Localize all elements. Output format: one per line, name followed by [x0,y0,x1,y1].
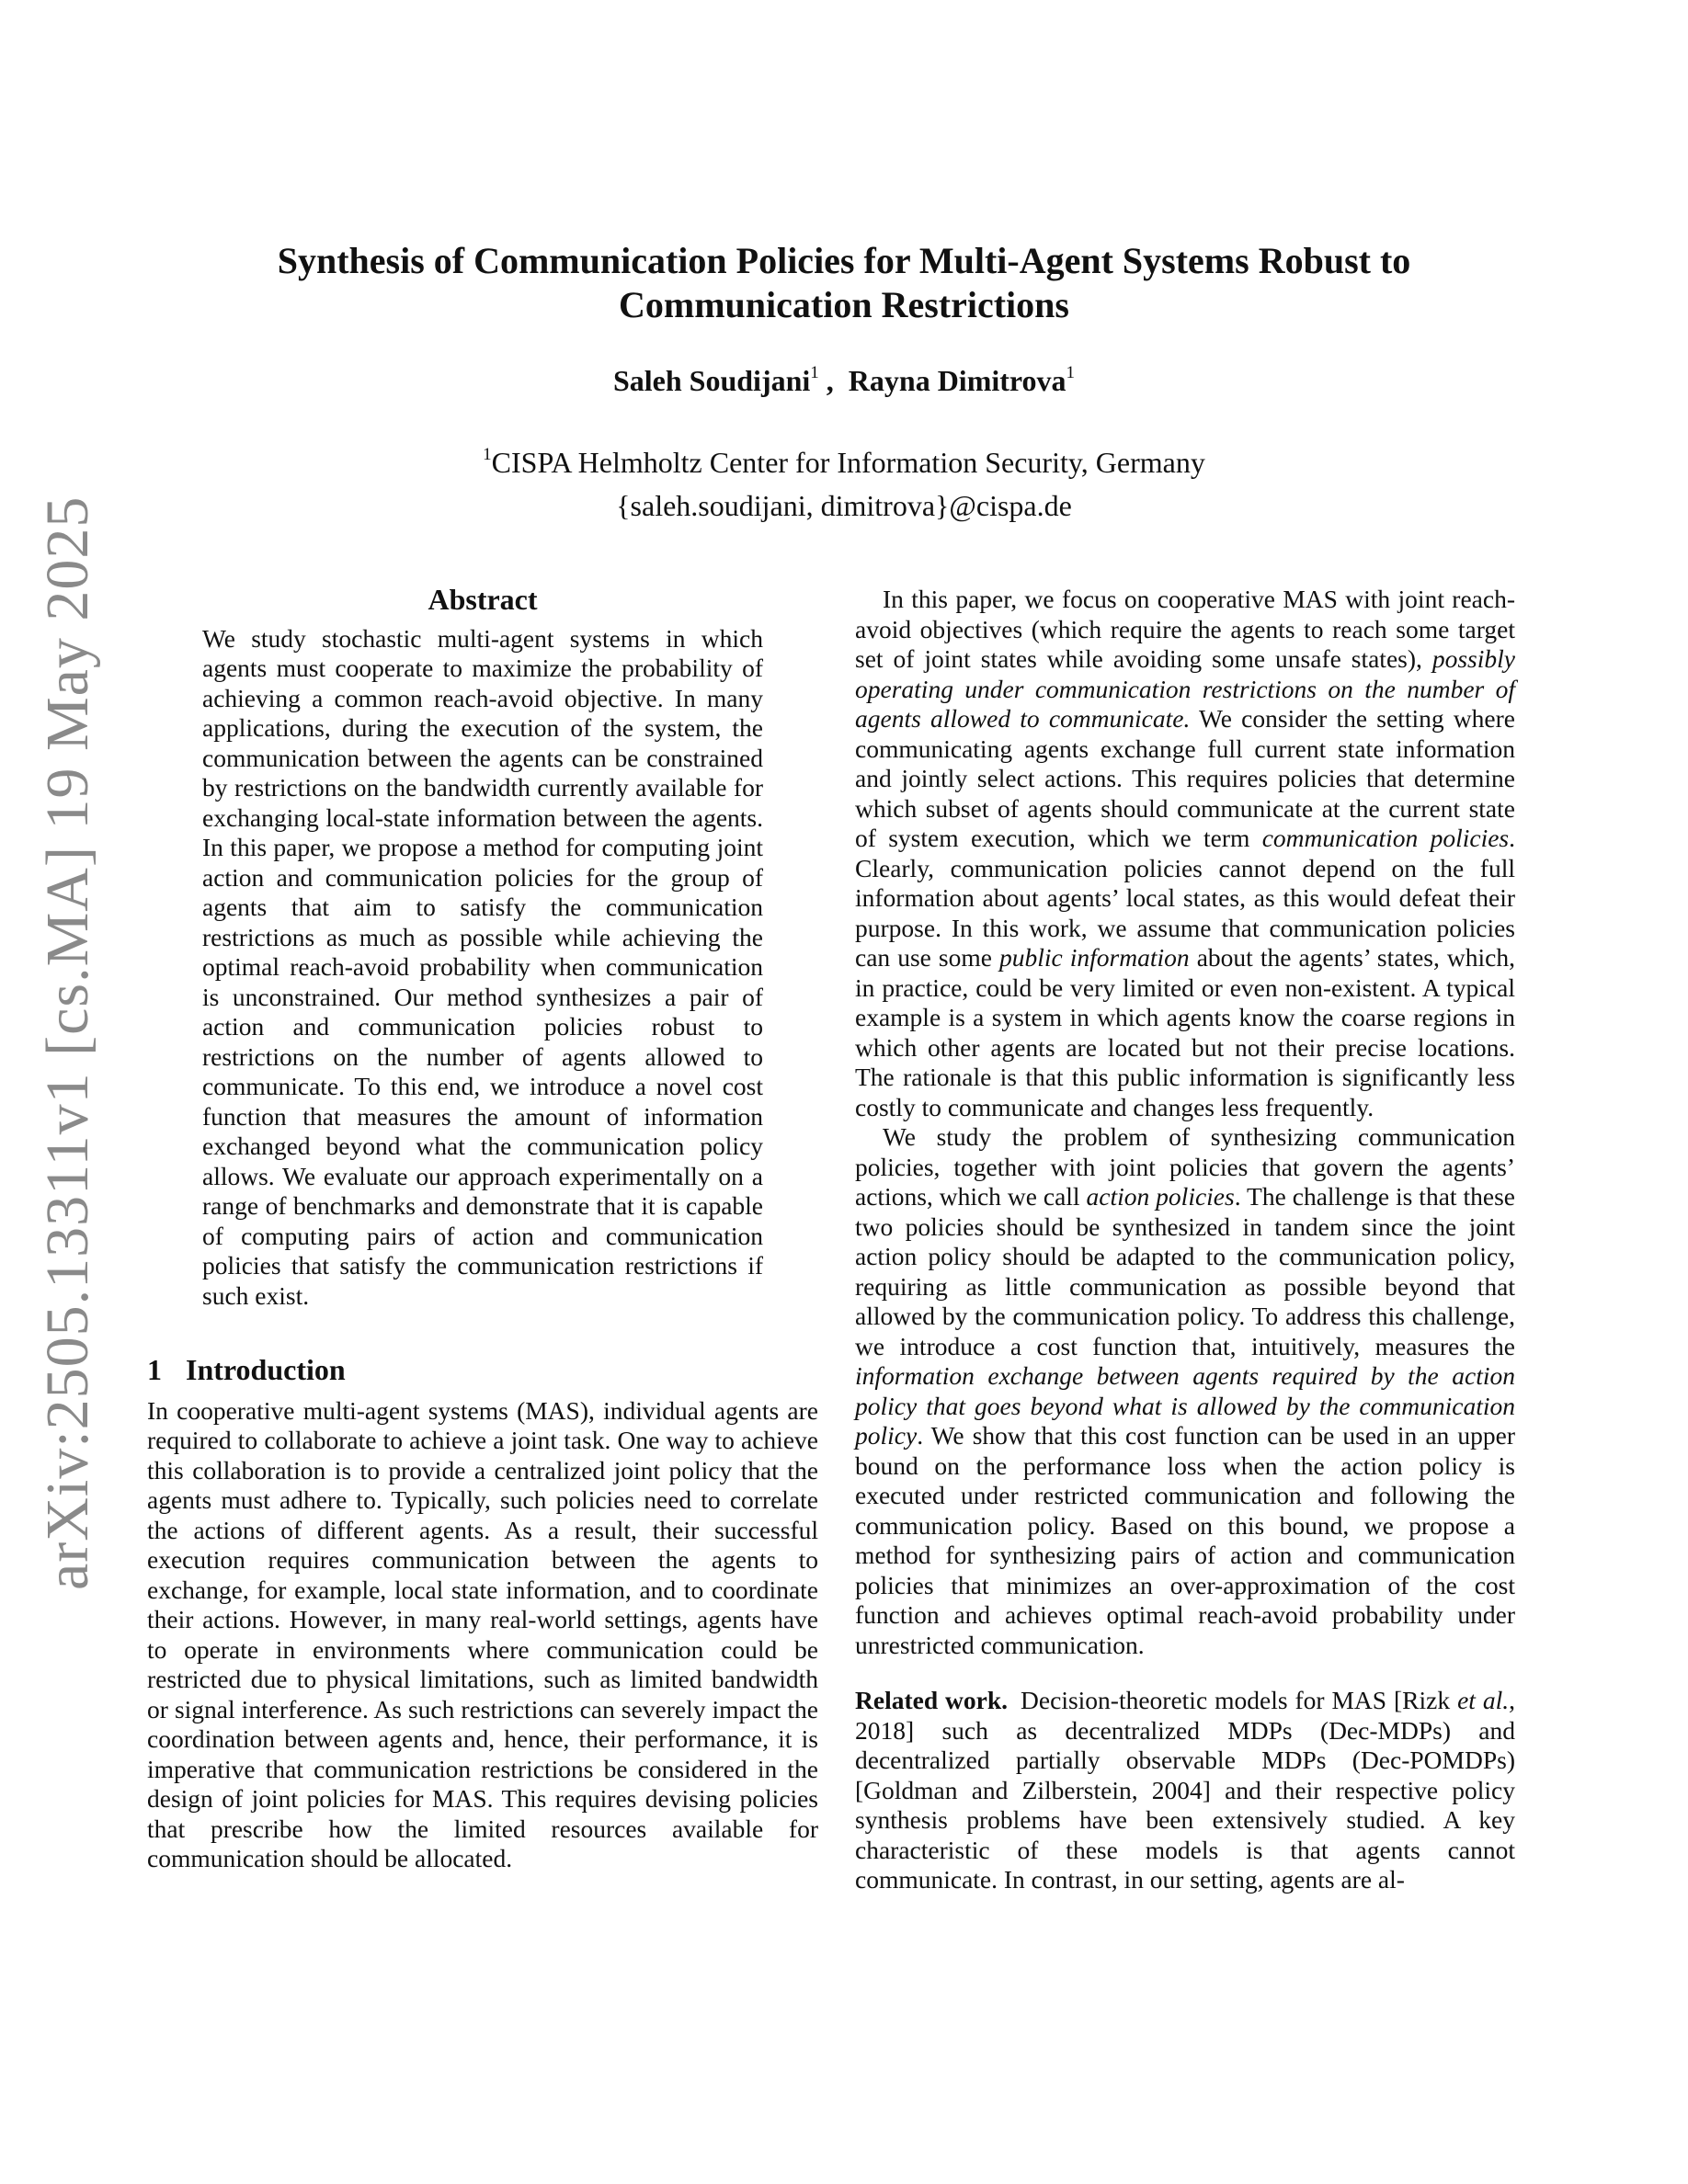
affiliation [138,441,1550,484]
right-column [855,585,1515,1895]
arxiv-identifier: arXiv:2505.13311v1 [cs.MA] 19 May 2025 [34,495,101,1590]
author-name: Saleh Soudijani [612,364,811,397]
affiliation-block [138,441,1550,528]
author-name: Rayna Dimitrova [848,364,1066,397]
left-column [147,585,818,1874]
abstract-text: We study stochastic multi-agent systems in which agents must cooperate to maximize the probability of achieving a common reach-avoid objective. In many applications, during the execution of the system, the communication between the agents can be constrained by restrictions on the bandwidth currently available for exchanging local-state information between the agents. In this paper, we propose a method for computing joint action and communication policies for the group of agents that aim to satisfy the communication restrictions as much as possible while achieving the optimal reach-avoid probability when communication is unconstrained. Our method synthesizes a pair of action and communication policies robust to restrictions on the number of agents allowed to communicate. To this end, we introduce a novel cost function that measures the amount of information exchanged beyond what the communication policy allows. We evaluate our approach experimentally on a range of benchmarks and demonstrate that it is capable of computing pairs of action and communication policies that satisfy the communication restrictions if such exist. [202,623,763,1310]
emphasis: information exchange between agents required by the action policy that goes beyond what is allowed by the communication policy [855,1361,1515,1450]
intro-paragraph-3: We study the problem of synthesizing communication policies, together with joint policies that govern the agents’ actions, which we call action policies. The challenge is that these two policies should be synthesized in tandem since the joint action policy should be adapted to the communication policy, requiring as little communication as possible beyond that allowed by the communication policy. To address this challenge, we introduce a cost function that, intuitively, measures the information exchange between agents required by the action policy that goes beyond what is allowed by the communication policy. We show that this cost function can be used in an upper bound on the performance loss when the action policy is executed under restricted communication and following the communication policy. Based on this bound, we propose a method for synthesizing pairs of action and communication policies that minimizes an over-approximation of the cost function and achieves optimal reach-avoid probability under unrestricted communication. [855,1122,1515,1659]
emphasis: public information [999,943,1190,972]
affiliation-text: CISPA Helmholtz Center for Information Security, Germany [491,446,1205,479]
section-number: 1 [147,1353,162,1386]
affiliation-mark: 1 [483,445,492,464]
emphasis: communication policies [1261,824,1510,852]
section-title: Introduction [186,1353,346,1386]
section-heading-introduction [147,1355,818,1385]
emphasis: et al. [1457,1686,1510,1714]
emphasis: action policies [1086,1182,1235,1211]
author-separator: , [818,364,849,397]
author-emails: {saleh.soudijani, dimitrova}@cispa.de [616,489,1072,522]
intro-paragraph-2: In this paper, we focus on cooperative MAS with joint reach-avoid objectives (which require the agents to reach some target set of joint states while avoiding some unsafe states), possibly operating under communication restrictions on the number of agents allowed to communicate. We consider the setting where communicating agents exchange full current state information and jointly select actions. This requires policies that determine which subset of agents should communicate at the current state of system execution, which we term communication policies. Clearly, communication policies cannot depend on the full information about agents’ local states, as this would defeat their purpose. In this work, we assume that communication policies can use some public information about the agents’ states, which, in practice, could be very limited or even non-existent. A typical example is a system in which agents know the coarse regions in which other agents are located but not their precise locations. The rationale is that this public information is significantly less costly to communicate and changes less frequently. [855,585,1515,1121]
title-line-2: Communication Restrictions [619,284,1069,325]
abstract-heading: Abstract [428,583,538,616]
related-work-paragraph: Related work. Decision-theoretic models for MAS [Rizk et al., 2018] such as decentralized MDPs (Dec-MDPs) and decentralized partially observable MDPs (Dec-POMDPs) [Goldman and Zilberstein, 2004] and their respective policy synthesis problems have been extensively studied. A key characteristic of these models is that agents cannot communicate. In contrast, in our setting, agents are al- [855,1686,1515,1894]
author-affil-mark: 1 [1066,363,1076,382]
author-list [138,364,1550,398]
related-work-label: Related work. [855,1686,1009,1714]
paper-title [138,239,1550,327]
emphasis: possibly operating under communication restrictions on the number of agents allowed to communicate. [855,644,1515,733]
title-line-1: Synthesis of Communication Policies for Multi-Agent Systems Robust to [277,240,1411,281]
author-affil-mark: 1 [810,363,819,382]
intro-paragraph-1: In cooperative multi-agent systems (MAS), individual agents are required to collaborate to achieve a joint task. One way to achieve this collaboration is to provide a centralized joint policy that the agents must adhere to. Typically, such policies need to correlate the actions of different agents. As a result, their successful execution requires communication between the agents to exchange, for example, local state information, and to coordinate their actions. However, in many real-world settings, agents have to operate in environments where communication could be restricted due to physical limitations, such as limited bandwidth or signal interference. As such restrictions can severely impact the coordination between agents and, hence, their performance, it is imperative that communication restrictions be considered in the design of joint policies for MAS. This requires devising policies that prescribe how the limited resources available for communication should be allocated. [147,1395,818,1872]
